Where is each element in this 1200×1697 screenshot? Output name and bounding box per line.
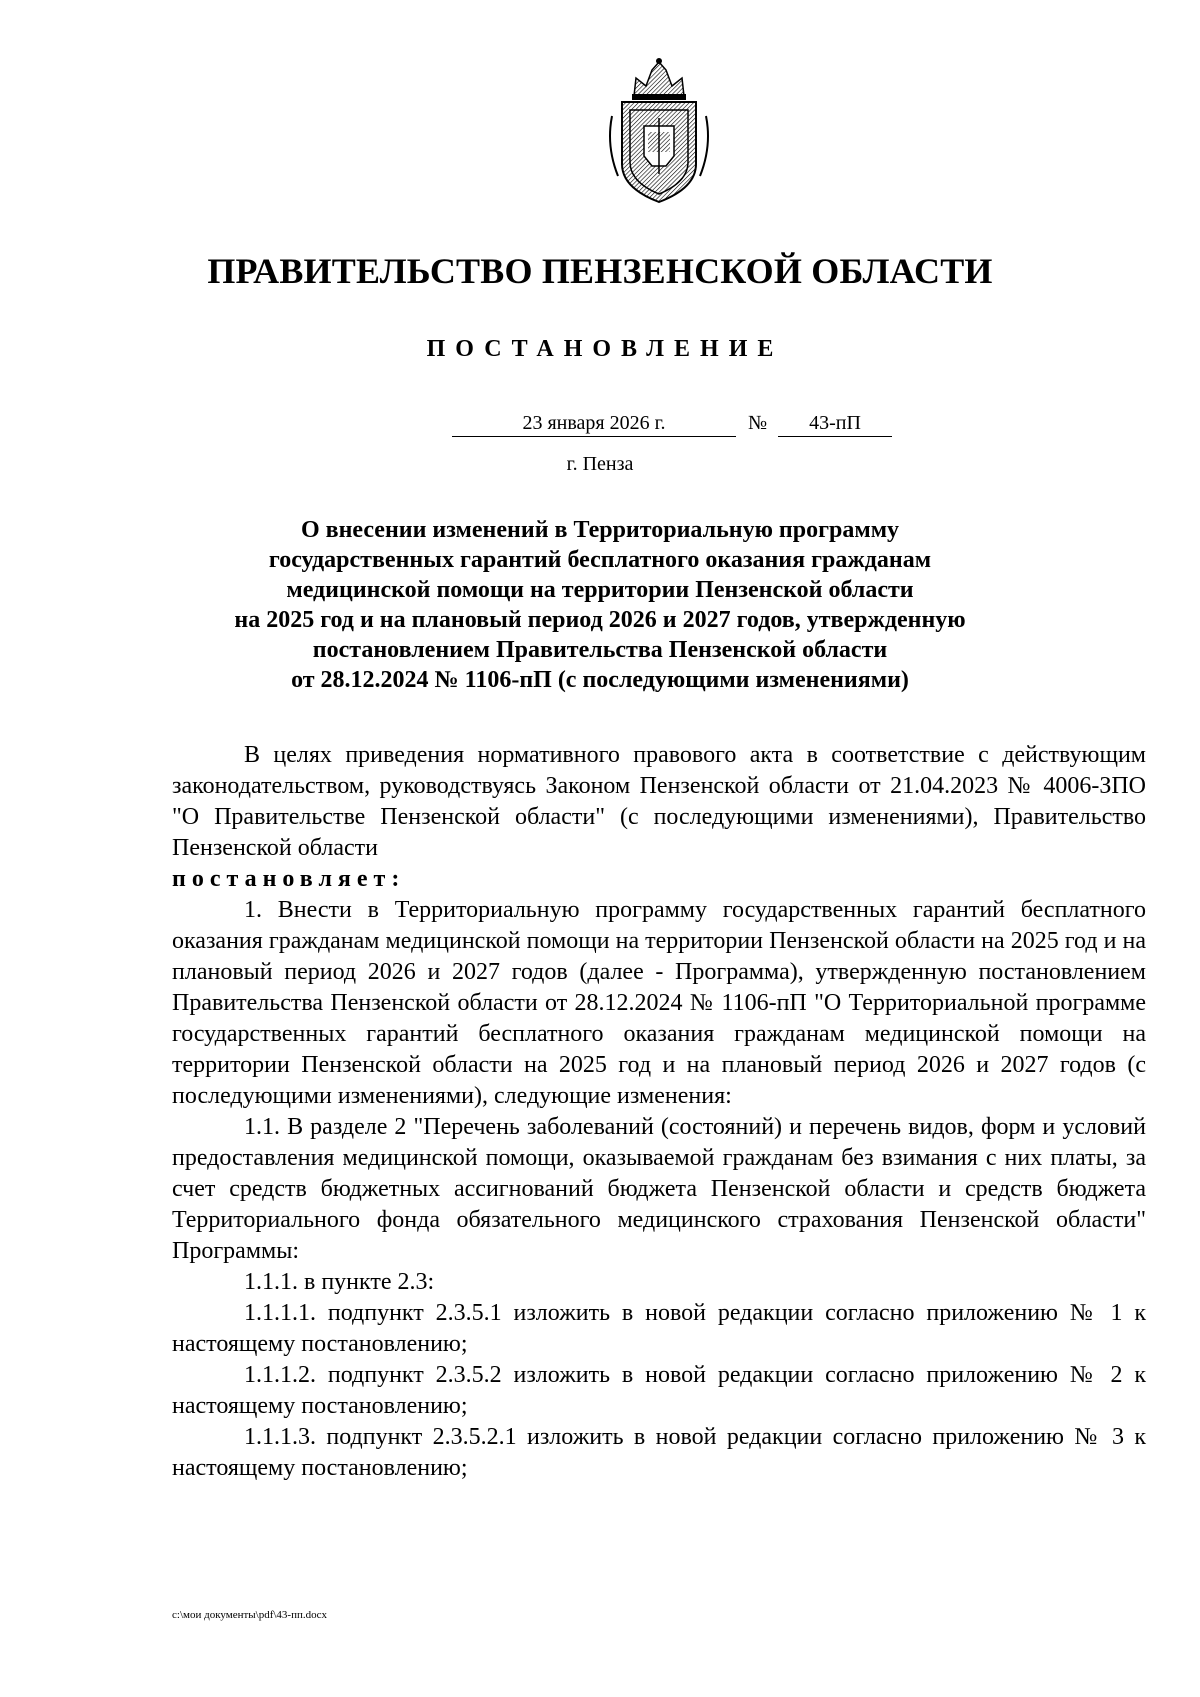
document-number: 43-пП xyxy=(778,410,892,437)
subject-line: медицинской помощи на территории Пензенской области xyxy=(286,577,914,603)
footer-file-path: c:\мои документы\pdf\43-пп.docx xyxy=(172,1609,328,1621)
body-paragraph: 1.1.1.2. подпункт 2.3.5.2 изложить в новой редакции согласно приложению № 2 к настоящему постановлению; xyxy=(172,1362,1146,1419)
document-body xyxy=(172,740,1146,1484)
preamble-paragraph: В целях приведения нормативного правового акта в соответствие с действующим законодательством, руководствуясь Законом Пензенской области от 21.04.2023 № 4006-ЗПО "О Правительстве Пензенской области" (с последующими изменениями), Правительство Пензенской области xyxy=(172,742,1146,861)
document-type: ПОСТАНОВЛЕНИЕ xyxy=(426,336,784,362)
subject-line: государственных гарантий бесплатного оказания гражданам xyxy=(268,547,932,573)
body-paragraph: 1.1.1. в пункте 2.3: xyxy=(244,1269,435,1295)
city: г. Пенза xyxy=(566,453,634,475)
number-sign: № xyxy=(748,412,768,434)
date-number-line xyxy=(452,410,892,440)
body-paragraph: 1. Внести в Территориальную программу государственных гарантий бесплатного оказания гражданам медицинской помощи на территории Пензенской области на 2025 год и на плановый период 2026 и 2027 годов (далее - Программа), утвержденную постановлением Правительства Пензенской области от 28.12.2024 № 1106-пП "О Территориальной программе государственных гарантий бесплатного оказания гражданам медицинской помощи на территории Пензенской области на 2025 год и на плановый период 2026 и 2027 годов (с последующими изменениями), следующие изменения: xyxy=(172,897,1146,1109)
subject-line: от 28.12.2024 № 1106-пП (с последующими изменениями) xyxy=(291,667,909,693)
body-paragraph: 1.1.1.3. подпункт 2.3.5.2.1 изложить в новой редакции согласно приложению № 3 к настоящему постановлению; xyxy=(172,1424,1146,1481)
subject-line: О внесении изменений в Территориальную программу xyxy=(300,517,900,543)
resolves-line xyxy=(172,864,1146,895)
body-paragraph: 1.1.1.1. подпункт 2.3.5.1 изложить в новой редакции согласно приложению № 1 к настоящему постановлению; xyxy=(172,1300,1146,1357)
subject-line: постановлением Правительства Пензенской области xyxy=(312,637,888,663)
coat-of-arms-emblem xyxy=(604,56,714,206)
organization-title: ПРАВИТЕЛЬСТВО ПЕНЗЕНСКОЙ ОБЛАСТИ xyxy=(207,251,993,291)
resolves-word: постановляет: xyxy=(172,866,406,892)
document-date: 23 января 2026 г. xyxy=(452,410,736,437)
document-subject xyxy=(180,515,1020,695)
body-paragraph: 1.1. В разделе 2 "Перечень заболеваний (состояний) и перечень видов, форм и условий предоставления медицинской помощи, оказываемой гражданам без взимания с них платы, за счет средств бюджетных ассигнований бюджета Пензенской области и средств бюджета Территориального фонда обязательного медицинского страхования Пензенской области" Программы: xyxy=(172,1114,1146,1264)
subject-line: на 2025 год и на плановый период 2026 и 2027 годов, утвержденную xyxy=(234,607,966,633)
